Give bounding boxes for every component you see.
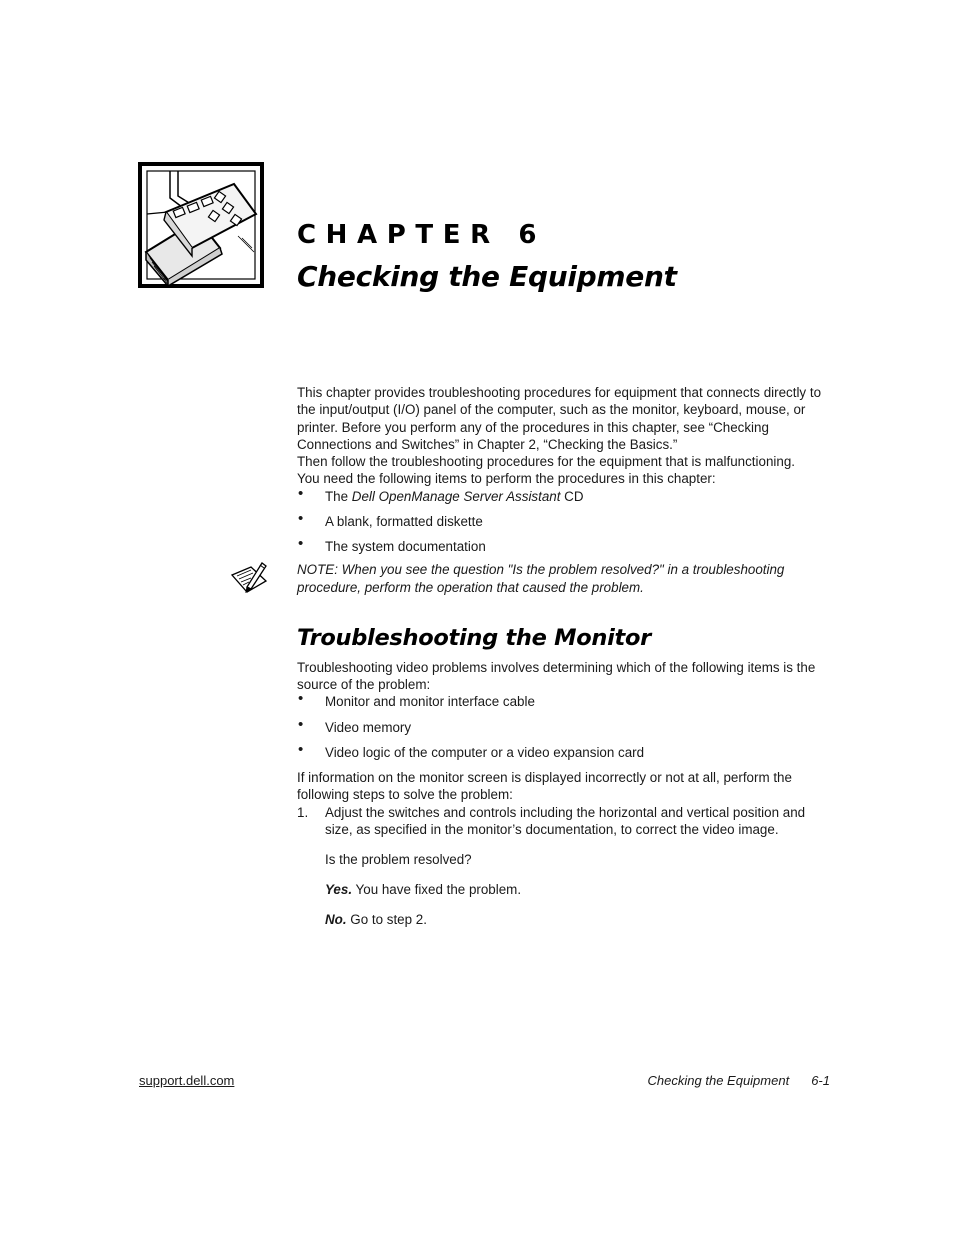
chapter-illustration-icon [138,162,264,288]
footer-support-link[interactable]: support.dell.com [139,1073,235,1088]
item-product-name: Dell OpenManage Server Assistant [351,488,561,504]
bullet-icon: • [298,509,304,527]
troubleshooting-steps [297,804,832,929]
video-problem-sources-list [297,690,832,760]
footer-page-info [648,1073,830,1088]
chapter-label: CHAPTER 6 [297,220,547,250]
bullet-icon: • [298,484,304,502]
chapter-title: Checking the Equipment [297,260,677,293]
intro-paragraph-text: This chapter provides troubleshooting procedures for equipment that connects directly to the input/output (I/O) panel of the computer, such as the monitor, keyboard, mouse, or printer. Before you perform any of the procedures in this chapter, see “Checking Connections and Switches” in Chapter 2, “Checking the Basics.” [297,385,822,452]
yes-label: Yes. [325,881,353,897]
bullet-icon: • [298,534,304,552]
items-lead: You need the following items to perform the procedures in this chapter: [297,471,716,487]
list-item [297,715,832,736]
item-text: Video memory [325,719,412,735]
list-item [297,484,832,505]
list-item [297,534,832,555]
list-item [297,740,832,761]
no-label: No. [325,911,347,927]
note-block [297,561,832,596]
item-text: Video logic of the computer or a video expansion card [325,744,645,760]
step-question: Is the problem resolved? [325,851,472,867]
footer-page-number: 6-1 [811,1073,830,1088]
required-items-list [297,484,832,555]
monitor-lead: Troubleshooting video problems involves determining which of the following items is the source of the problem: [297,659,816,693]
chapter-content [297,384,832,928]
footer-chapter-title: Checking the Equipment [647,1073,790,1088]
intro-paragraph [297,384,832,470]
item-text: Monitor and monitor interface cable [325,694,535,710]
item-text-suffix: CD [560,488,584,504]
step-text: Adjust the switches and controls including the horizontal and vertical position and size, as specified in the monitor’s documentation, to correct the video image. [325,804,806,837]
note-pencil-icon [229,559,269,599]
item-text: The system documentation [325,538,486,554]
step-number: 1. [297,804,309,820]
item-text-prefix: The [325,488,352,504]
intro-paragraph-continuation: Then follow the troubleshooting procedures for the equipment that is malfunctioning. [297,454,795,470]
step-item [297,804,832,929]
step-yes-answer [325,881,832,898]
item-text: A blank, formatted diskette [325,513,483,529]
note-text: NOTE: When you see the question "Is the problem resolved?" in a troubleshooting procedure, perform the operation that caused the problem. [297,562,785,595]
step-no-answer [325,911,832,928]
no-text: Go to step 2. [346,911,427,927]
bullet-icon: • [298,715,304,733]
section-heading-monitor: Troubleshooting the Monitor [297,624,651,651]
bullet-icon: • [298,690,304,708]
bullet-icon: • [298,740,304,758]
yes-text: You have fixed the problem. [352,881,522,897]
list-item [297,690,832,710]
steps-lead: If information on the monitor screen is displayed incorrectly or not at all, perform the following steps to solve the problem: [297,769,792,803]
list-item [297,509,832,530]
